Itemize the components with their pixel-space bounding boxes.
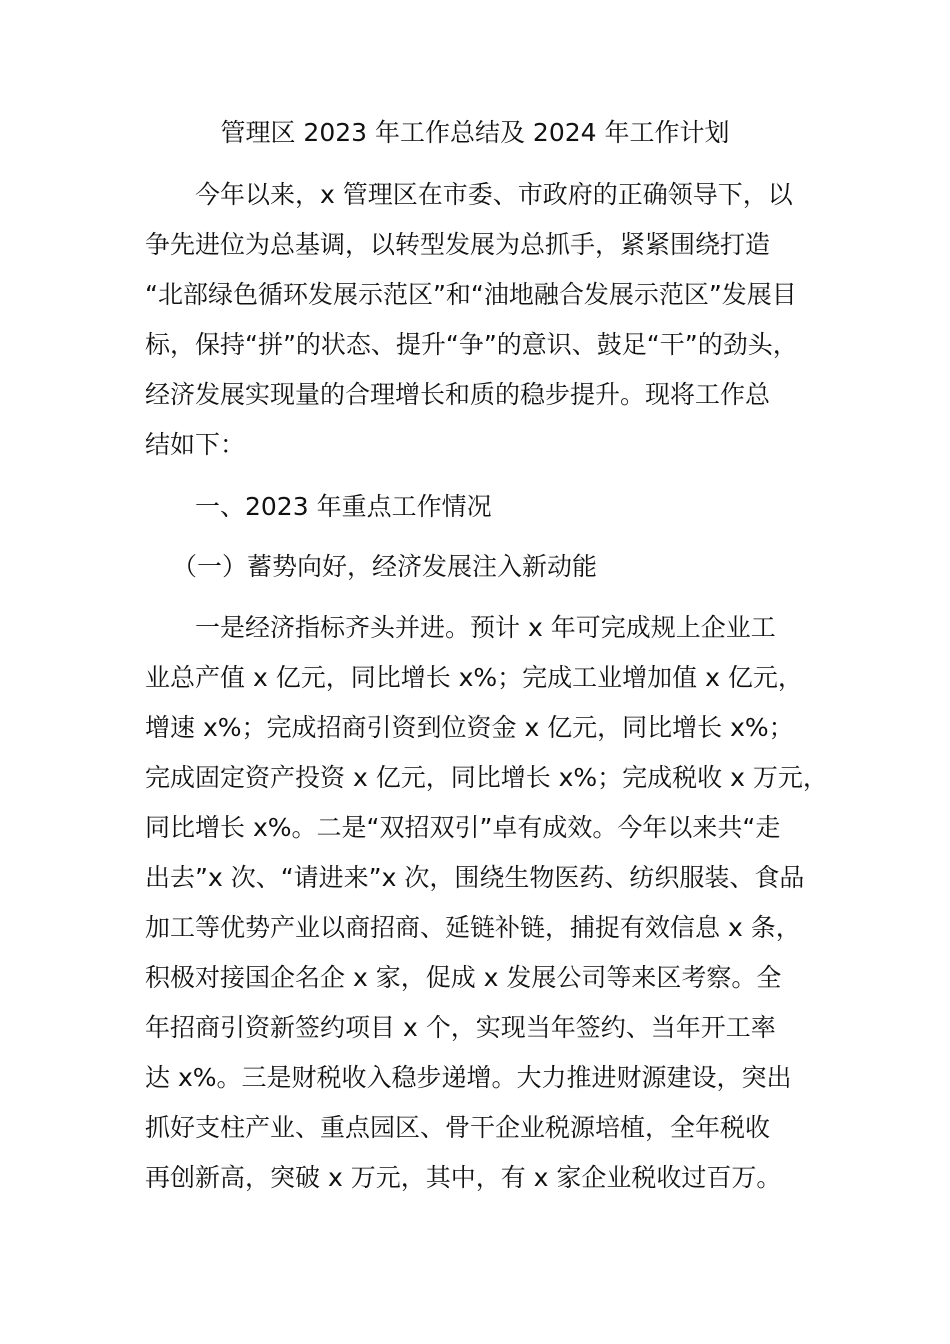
intro-line: 今年以来，x 管理区在市委、市政府的正确领导下，以 (195, 180, 793, 209)
intro-line: 标，保持“拼”的状态、提升“争”的意识、鼓足“干”的劲头， (145, 330, 798, 359)
body-line: 加工等优势产业以商招商、延链补链，捕捉有效信息 x 条， (145, 913, 801, 942)
document-title: 管理区 2023 年工作总结及 2024 年工作计划 (220, 118, 730, 147)
body-line: 一是经济指标齐头并进。预计 x 年可完成规上企业工 (195, 613, 776, 642)
intro-line: “北部绿色循环发展示范区”和“油地融合发展示范区”发展目 (145, 280, 797, 309)
body-line: 出去”x 次、“请进来”x 次，围绕生物医药、纺织服装、食品 (145, 863, 805, 892)
body-line: 抓好支柱产业、重点园区、骨干企业税源培植，全年税收 (145, 1113, 771, 1142)
subsection-heading: （一）蓄势向好，经济发展注入新动能 (172, 552, 598, 581)
body-line: 积极对接国企名企 x 家，促成 x 发展公司等来区考察。全 (145, 963, 782, 992)
section-heading: 一、2023 年重点工作情况 (195, 492, 492, 521)
intro-line: 经济发展实现量的合理增长和质的稳步提升。现将工作总 (145, 380, 771, 409)
intro-line: 结如下： (145, 430, 246, 459)
body-line: 同比增长 x%。二是“双招双引”卓有成效。今年以来共“走 (145, 813, 781, 842)
body-line: 年招商引资新签约项目 x 个，实现当年签约、当年开工率 (145, 1013, 776, 1042)
body-line: 增速 x%；完成招商引资到位资金 x 亿元，同比增长 x%； (145, 713, 794, 742)
body-line: 再创新高，突破 x 万元，其中，有 x 家企业税收过百万。 (145, 1163, 782, 1192)
body-line: 业总产值 x 亿元，同比增长 x%；完成工业增加值 x 亿元， (145, 663, 803, 692)
intro-line: 争先进位为总基调，以转型发展为总抓手，紧紧围绕打造 (145, 230, 771, 259)
body-line: 达 x%。三是财税收入稳步递增。大力推进财源建设，突出 (145, 1063, 792, 1092)
body-line: 完成固定资产投资 x 亿元，同比增长 x%；完成税收 x 万元， (145, 763, 828, 792)
